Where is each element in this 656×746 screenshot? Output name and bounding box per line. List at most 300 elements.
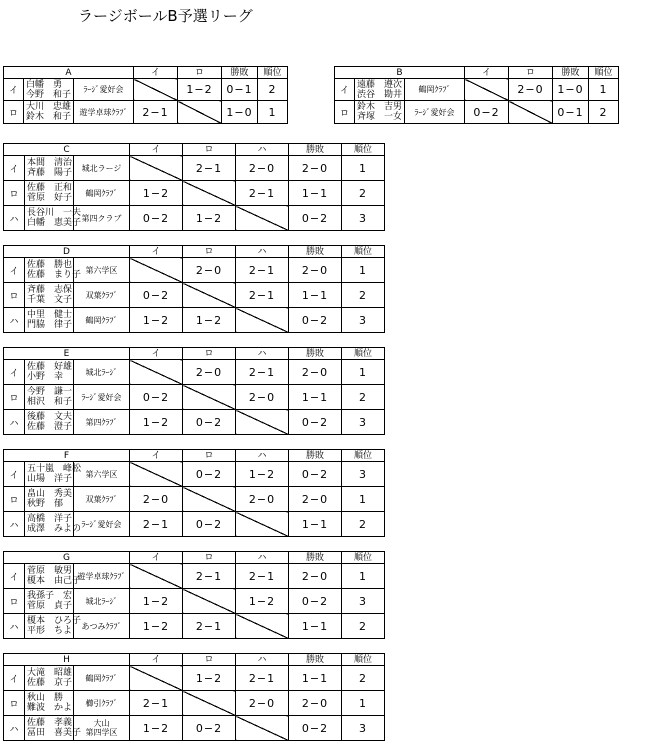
column-header-ro: ロ [183, 552, 236, 564]
diagonal-cell [130, 564, 183, 589]
player-names [25, 181, 74, 206]
player-names [25, 206, 82, 231]
player-name-1: 後藤 文夫 [27, 412, 73, 422]
player-name-2: 鈴木 和子 [26, 112, 72, 122]
rank-cell: 1 [342, 156, 385, 181]
player-name-1: 五十嵐 峰松 [27, 464, 82, 474]
row-position: ロ [4, 181, 25, 206]
win-loss-cell: 0−1 [553, 101, 589, 124]
club-name: 双葉ｸﾗﾌﾞ [74, 487, 130, 512]
player-row [4, 79, 288, 101]
player-name-1: 榎本 ひろ子 [27, 616, 82, 626]
diagonal-cell [465, 79, 509, 101]
rank-cell: 1 [342, 487, 385, 512]
club-name: 城北ﾗｰｼﾞ [74, 589, 130, 614]
club-name: 鶴岡ｸﾗﾌﾞ [74, 308, 130, 333]
player-name-2: 千葉 文子 [27, 295, 73, 305]
player-row [4, 564, 385, 589]
row-position: ハ [4, 308, 25, 333]
win-loss-cell: 0−1 [222, 79, 258, 101]
group-label: F [4, 450, 130, 462]
player-name-2: 菅原 好子 [27, 193, 73, 203]
column-header-i: イ [130, 144, 183, 156]
score-cell: 1−2 [130, 614, 183, 639]
player-name-1: 菅原 敏男 [27, 566, 73, 576]
win-loss-cell: 2−0 [289, 564, 342, 589]
win-loss-cell: 1−1 [289, 512, 342, 537]
player-names [24, 101, 74, 124]
diagonal-cell [134, 79, 178, 101]
player-name-2: 成澤 みよの [27, 524, 82, 534]
score-cell: 2−1 [130, 512, 183, 537]
player-name-1: 秋山 勝 [27, 693, 64, 703]
diagonal-cell [509, 101, 553, 124]
club-name: 第四ｸﾗﾌﾞ [74, 410, 130, 435]
score-cell: 0−2 [130, 385, 183, 410]
column-header-rank: 順位 [342, 144, 385, 156]
score-cell: 2−1 [183, 614, 236, 639]
group-label: E [4, 348, 130, 360]
rank-cell: 1 [342, 564, 385, 589]
score-cell: 1−2 [130, 716, 183, 741]
score-cell: 1−2 [183, 308, 236, 333]
player-row [4, 156, 385, 181]
league-table-a [3, 66, 288, 124]
score-cell: 2−1 [236, 360, 289, 385]
diagonal-cell [130, 360, 183, 385]
column-header-ro: ロ [509, 67, 553, 79]
player-name-2: 白幡 恵美子 [27, 218, 82, 228]
player-name-2: 斉塚 一女 [357, 112, 403, 122]
player-row [335, 101, 619, 124]
column-header-win-loss: 勝敗 [289, 552, 342, 564]
diagonal-cell [183, 181, 236, 206]
diagonal-cell [183, 589, 236, 614]
player-name-2: 冨田 喜美子 [27, 728, 82, 738]
player-names [25, 716, 82, 741]
player-row [4, 691, 385, 716]
diagonal-cell [183, 487, 236, 512]
rank-cell: 2 [342, 666, 385, 691]
score-cell: 1−2 [130, 308, 183, 333]
header-row [4, 450, 385, 462]
player-name-2: 門脇 律子 [27, 320, 73, 330]
rank-cell: 3 [342, 462, 385, 487]
player-row [4, 487, 385, 512]
column-header-ro: ロ [183, 450, 236, 462]
column-header-ro: ロ [183, 246, 236, 258]
row-position: イ [4, 564, 25, 589]
player-names [25, 691, 74, 716]
row-position: イ [4, 462, 25, 487]
score-cell: 0−2 [183, 512, 236, 537]
club-name: 第四クラブ [74, 206, 130, 231]
player-name-1: 本間 清治 [27, 158, 73, 168]
column-header-i: イ [130, 552, 183, 564]
column-header-i: イ [130, 246, 183, 258]
player-name-1: 我孫子 宏 [27, 591, 73, 601]
club-name: 遊学卓球ｸﾗﾌﾞ [74, 101, 134, 124]
player-names [355, 101, 405, 124]
win-loss-cell: 1−1 [289, 283, 342, 308]
player-name-1: 佐藤 好雄 [27, 362, 73, 372]
diagonal-cell [178, 101, 222, 124]
player-name-2: 榎本 由己子 [27, 576, 82, 586]
rank-cell: 1 [589, 79, 619, 101]
header-row [335, 67, 619, 79]
club-name: 第六学区 [74, 462, 130, 487]
score-cell: 2−0 [236, 156, 289, 181]
column-header-ro: ロ [178, 67, 222, 79]
league-table-e [3, 347, 385, 435]
player-names [25, 308, 74, 333]
rank-cell: 2 [342, 614, 385, 639]
score-cell: 1−2 [183, 206, 236, 231]
player-name-2: 今野 和子 [26, 89, 72, 100]
player-names [25, 487, 74, 512]
header-row [4, 552, 385, 564]
header-row [4, 654, 385, 666]
player-names [25, 410, 74, 435]
diagonal-cell [130, 462, 183, 487]
column-header-i: イ [130, 450, 183, 462]
player-names [24, 79, 74, 101]
score-cell: 0−2 [183, 410, 236, 435]
score-cell: 2−1 [236, 564, 289, 589]
player-names [25, 512, 82, 537]
row-position: ロ [4, 487, 25, 512]
player-name-2: 山場 洋子 [27, 474, 73, 484]
club-name: 櫛引ｸﾗﾌﾞ [74, 691, 130, 716]
diagonal-cell [236, 512, 289, 537]
player-row [4, 360, 385, 385]
player-names [25, 385, 74, 410]
player-names [25, 666, 74, 691]
score-cell: 2−1 [236, 666, 289, 691]
rank-cell: 1 [342, 360, 385, 385]
column-header-ha: ハ [236, 144, 289, 156]
player-names [25, 360, 74, 385]
player-row [4, 614, 385, 639]
column-header-win-loss: 勝敗 [289, 246, 342, 258]
column-header-win-loss: 勝敗 [553, 67, 589, 79]
column-header-rank: 順位 [258, 67, 288, 79]
player-name-2: 難波 かよ [27, 703, 73, 713]
score-cell: 2−0 [183, 258, 236, 283]
column-header-i: イ [130, 654, 183, 666]
win-loss-cell: 0−2 [289, 308, 342, 333]
player-name-1: 斉藤 志保 [27, 285, 73, 295]
column-header-win-loss: 勝敗 [289, 450, 342, 462]
club-name: あつみｸﾗﾌﾞ [74, 614, 130, 639]
player-name-2: 秋野 郁 [27, 499, 64, 509]
column-header-rank: 順位 [589, 67, 619, 79]
win-loss-cell: 2−0 [289, 691, 342, 716]
club-name: 鶴岡ｸﾗﾌﾞ [405, 79, 465, 101]
column-header-rank: 順位 [342, 348, 385, 360]
rank-cell: 2 [589, 101, 619, 124]
player-name-1: 長谷川 一夫 [27, 208, 82, 218]
player-row [4, 258, 385, 283]
league-table-h [3, 653, 385, 741]
score-cell: 1−2 [236, 589, 289, 614]
win-loss-cell: 1−0 [222, 101, 258, 124]
column-header-i: イ [134, 67, 178, 79]
player-names [25, 462, 82, 487]
diagonal-cell [236, 614, 289, 639]
diagonal-cell [236, 716, 289, 741]
diagonal-cell [236, 410, 289, 435]
column-header-rank: 順位 [342, 246, 385, 258]
score-cell: 2−1 [183, 564, 236, 589]
score-cell: 1−2 [130, 181, 183, 206]
win-loss-cell: 0−2 [289, 206, 342, 231]
club-name: 城北ﾗｰｼﾞ [74, 360, 130, 385]
diagonal-cell [130, 156, 183, 181]
group-label: D [4, 246, 130, 258]
column-header-i: イ [465, 67, 509, 79]
win-loss-cell: 2−0 [289, 156, 342, 181]
row-position: ロ [4, 385, 25, 410]
player-row [4, 181, 385, 206]
diagonal-cell [236, 308, 289, 333]
league-table-c [3, 143, 385, 231]
score-cell: 1−2 [130, 589, 183, 614]
win-loss-cell: 0−2 [289, 462, 342, 487]
player-names [25, 589, 74, 614]
player-row [4, 206, 385, 231]
rank-cell: 2 [258, 79, 288, 101]
score-cell: 2−1 [183, 156, 236, 181]
score-cell: 2−0 [183, 360, 236, 385]
column-header-ha: ハ [236, 348, 289, 360]
score-cell: 2−0 [236, 691, 289, 716]
row-position: ロ [4, 101, 24, 124]
row-position: ロ [4, 283, 25, 308]
row-position: イ [4, 156, 25, 181]
score-cell: 1−2 [183, 666, 236, 691]
row-position: ロ [4, 589, 25, 614]
score-cell: 0−2 [130, 206, 183, 231]
win-loss-cell: 2−0 [289, 360, 342, 385]
row-position: ロ [4, 691, 25, 716]
column-header-win-loss: 勝敗 [289, 654, 342, 666]
rank-cell: 3 [342, 308, 385, 333]
diagonal-cell [183, 691, 236, 716]
diagonal-cell [183, 283, 236, 308]
rank-cell: 3 [342, 410, 385, 435]
player-names [25, 258, 82, 283]
column-header-rank: 順位 [342, 450, 385, 462]
column-header-rank: 順位 [342, 654, 385, 666]
club-name: ﾗｰｼﾞ愛好会 [74, 385, 130, 410]
player-row [4, 589, 385, 614]
header-row [4, 246, 385, 258]
player-name-1: 高橋 洋子 [27, 514, 73, 524]
score-cell: 1−2 [236, 462, 289, 487]
player-row [4, 462, 385, 487]
win-loss-cell: 0−2 [289, 716, 342, 741]
club-name: ﾗｰｼﾞ愛好会 [405, 101, 465, 124]
header-row [4, 67, 288, 79]
score-cell: 2−1 [236, 258, 289, 283]
player-names [25, 283, 74, 308]
club-name: ﾗｰｼﾞ愛好会 [74, 79, 134, 101]
win-loss-cell: 0−2 [289, 589, 342, 614]
player-names [25, 156, 74, 181]
player-name-1: 遠藤 遵次 [357, 79, 403, 90]
row-position: イ [4, 258, 25, 283]
league-table-b [334, 66, 619, 124]
win-loss-cell: 1−1 [289, 385, 342, 410]
player-row [4, 283, 385, 308]
player-names [25, 614, 82, 639]
diagonal-cell [183, 385, 236, 410]
rank-cell: 2 [342, 283, 385, 308]
column-header-rank: 順位 [342, 552, 385, 564]
player-name-2: 佐藤 澄子 [27, 422, 73, 432]
win-loss-cell: 1−0 [553, 79, 589, 101]
rank-cell: 3 [342, 716, 385, 741]
score-cell: 2−0 [236, 487, 289, 512]
player-name-1: 佐藤 勝也 [27, 260, 73, 270]
league-table-d [3, 245, 385, 333]
player-row [4, 101, 288, 124]
column-header-win-loss: 勝敗 [289, 348, 342, 360]
diagonal-cell [236, 206, 289, 231]
score-cell: 2−1 [236, 181, 289, 206]
group-label: B [335, 67, 465, 79]
club-name: 第六学区 [74, 258, 130, 283]
column-header-ha: ハ [236, 450, 289, 462]
column-header-win-loss: 勝敗 [222, 67, 258, 79]
rank-cell: 3 [342, 206, 385, 231]
player-name-1: 大川 忠雄 [26, 102, 72, 112]
page-title: ラージボールB予選リーグ [78, 7, 253, 25]
score-cell: 2−0 [236, 385, 289, 410]
player-name-1: 白幡 勇 [26, 79, 63, 90]
score-cell: 2−1 [130, 691, 183, 716]
player-names [25, 564, 82, 589]
score-cell: 0−2 [465, 101, 509, 124]
score-cell: 2−0 [130, 487, 183, 512]
column-header-ha: ハ [236, 552, 289, 564]
win-loss-cell: 0−2 [289, 410, 342, 435]
column-header-ro: ロ [183, 348, 236, 360]
club-name: ﾗｰｼﾞ愛好会 [74, 512, 130, 537]
win-loss-cell: 1−1 [289, 666, 342, 691]
column-header-win-loss: 勝敗 [289, 144, 342, 156]
player-row [4, 385, 385, 410]
player-row [4, 410, 385, 435]
rank-cell: 3 [342, 589, 385, 614]
column-header-ha: ハ [236, 654, 289, 666]
rank-cell: 1 [258, 101, 288, 124]
player-names [355, 79, 405, 101]
player-name-2: 小野 幸 [27, 372, 64, 382]
score-cell: 1−2 [178, 79, 222, 101]
header-row [4, 144, 385, 156]
club-name: 鶴岡ｸﾗﾌﾞ [74, 666, 130, 691]
group-label: H [4, 654, 130, 666]
club-name: 鶴岡ｸﾗﾌﾞ [74, 181, 130, 206]
row-position: イ [4, 79, 24, 101]
player-name-2: 渋谷 勘井 [357, 89, 403, 100]
column-header-ha: ハ [236, 246, 289, 258]
player-row [4, 666, 385, 691]
diagonal-cell [130, 666, 183, 691]
row-position: ロ [335, 101, 355, 124]
score-cell: 2−0 [509, 79, 553, 101]
rank-cell: 1 [342, 691, 385, 716]
league-table-f [3, 449, 385, 537]
win-loss-cell: 2−0 [289, 258, 342, 283]
club-name: 遊学卓球ｸﾗﾌﾞ [74, 564, 130, 589]
rank-cell: 2 [342, 385, 385, 410]
score-cell: 0−2 [183, 462, 236, 487]
player-name-2: 相沢 和子 [27, 397, 73, 407]
row-position: ハ [4, 512, 25, 537]
player-name-2: 斉藤 陽子 [27, 168, 73, 178]
score-cell: 1−2 [130, 410, 183, 435]
player-row [4, 512, 385, 537]
row-position: イ [335, 79, 355, 101]
row-position: イ [4, 666, 25, 691]
group-label: C [4, 144, 130, 156]
club-name: 大山 第四学区 [74, 716, 130, 741]
row-position: ハ [4, 206, 25, 231]
rank-cell: 2 [342, 181, 385, 206]
win-loss-cell: 1−1 [289, 614, 342, 639]
column-header-i: イ [130, 348, 183, 360]
row-position: ハ [4, 410, 25, 435]
diagonal-cell [130, 258, 183, 283]
player-name-1: 大滝 昭雄 [27, 668, 73, 678]
player-name-1: 鈴木 吉男 [357, 102, 403, 112]
player-name-2: 佐藤 京子 [27, 678, 73, 688]
rank-cell: 2 [342, 512, 385, 537]
player-name-1: 佐藤 正和 [27, 183, 73, 193]
group-label: G [4, 552, 130, 564]
column-header-ro: ロ [183, 654, 236, 666]
header-row [4, 348, 385, 360]
score-cell: 0−2 [183, 716, 236, 741]
player-name-1: 畠山 秀美 [27, 489, 73, 499]
player-row [4, 716, 385, 741]
player-name-2: 佐藤 まり子 [27, 270, 82, 280]
rank-cell: 1 [342, 258, 385, 283]
league-table-g [3, 551, 385, 639]
win-loss-cell: 1−1 [289, 181, 342, 206]
win-loss-cell: 2−0 [289, 487, 342, 512]
score-cell: 0−2 [130, 283, 183, 308]
column-header-ro: ロ [183, 144, 236, 156]
player-row [4, 308, 385, 333]
player-name-1: 今野 謙一 [27, 387, 73, 397]
player-name-1: 中里 健士 [27, 310, 73, 320]
player-name-2: 平形 ちよ [27, 626, 73, 636]
player-name-1: 佐藤 孝義 [27, 718, 73, 728]
club-name: 城北ラージ [74, 156, 130, 181]
score-cell: 2−1 [236, 283, 289, 308]
player-row [335, 79, 619, 101]
group-label: A [4, 67, 134, 79]
player-name-2: 菅原 貞子 [27, 601, 73, 611]
row-position: イ [4, 360, 25, 385]
score-cell: 2−1 [134, 101, 178, 124]
row-position: ハ [4, 716, 25, 741]
club-name: 双葉ｸﾗﾌﾞ [74, 283, 130, 308]
